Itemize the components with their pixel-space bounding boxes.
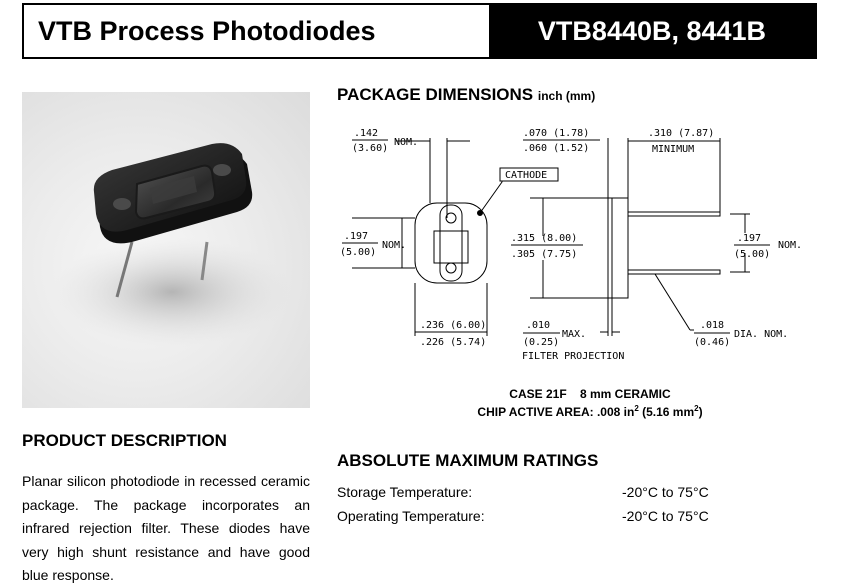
dim-bottom-right-mm: (0.46) (694, 337, 731, 348)
chip-area-inch: CHIP ACTIVE AREA: .008 in (477, 405, 635, 419)
rating-value: -20°C to 75°C (622, 508, 709, 524)
front-view-window (434, 231, 468, 263)
dim-bottom-mid-inch: .010 (526, 320, 551, 331)
dim-left-mm: (5.00) (340, 247, 377, 258)
dim-filter-projection: FILTER PROJECTION (522, 351, 625, 362)
photodiode-photo-illustration (22, 92, 310, 408)
side-view-lead-top (628, 212, 720, 216)
package-dimension-drawing (330, 108, 850, 378)
dim-right-nom: NOM. (778, 240, 803, 251)
chip-area-exp-1: 2 (634, 404, 639, 413)
front-view-slot (440, 205, 462, 281)
product-description-heading: PRODUCT DESCRIPTION (22, 431, 227, 450)
dim-top-mid-min: .060 (1.52) (523, 143, 590, 154)
dim-top-left-mm: (3.60) (352, 143, 389, 154)
dim-mid-max: .315 (8.00) (511, 233, 578, 244)
front-view-hole-bottom (446, 263, 456, 273)
case-material: 8 mm CERAMIC (580, 387, 671, 401)
dim-bottom-mid-mm: (0.25) (523, 337, 560, 348)
front-view-body (415, 203, 487, 283)
dim-top-left-inch: .142 (354, 128, 379, 139)
dim-right-inch: .197 (737, 233, 762, 244)
dim-right-mm: (5.00) (734, 249, 771, 260)
side-view-body (612, 198, 628, 298)
dim-bottom-right-nom: DIA. NOM. (734, 329, 789, 340)
chip-active-area (330, 404, 850, 419)
cathode-label: CATHODE (505, 170, 548, 181)
rating-label: Operating Temperature: (337, 508, 485, 524)
side-view-filter (608, 198, 612, 298)
side-view-lead-bottom (628, 270, 720, 274)
dim-bottom-mid-max: MAX. (562, 329, 587, 340)
product-photo (22, 92, 310, 408)
package-heading-unit: inch (mm) (537, 89, 596, 103)
dim-top-mid-max: .070 (1.78) (523, 128, 590, 139)
case-number: CASE 21F (509, 387, 567, 401)
dim-mid-min: .305 (7.75) (511, 249, 578, 260)
package-dimensions-heading (337, 85, 595, 105)
dim-left-nom: NOM. (382, 240, 407, 251)
header-part-numbers: VTB8440B, 8441B (489, 5, 815, 57)
chip-area-exp-2: 2 (694, 404, 699, 413)
header-title: VTB Process Photodiodes (38, 15, 376, 46)
dim-left-inch: .197 (344, 231, 369, 242)
package-heading-text: PACKAGE DIMENSIONS (337, 85, 534, 104)
rating-label: Storage Temperature: (337, 484, 473, 500)
dim-bottom-left-max: .236 (6.00) (420, 320, 487, 331)
product-description-text: Planar silicon photodiode in recessed ceramic package. The package incorporates an infrared rejection filter. These diodes have very high shunt resistance and have good blue response. (22, 473, 310, 583)
page-header (22, 3, 817, 59)
dim-top-right-value: .310 (7.87) (648, 128, 715, 139)
dim-top-left-nom: NOM. (394, 137, 419, 148)
chip-area-mm: (5.16 mm (638, 405, 695, 419)
dim-bottom-left-min: .226 (5.74) (420, 337, 487, 348)
ratings-heading: ABSOLUTE MAXIMUM RATINGS (337, 451, 599, 470)
rating-value: -20°C to 75°C (622, 484, 709, 500)
dim-top-right-note: MINIMUM (652, 144, 695, 155)
dim-bottom-right-inch: .018 (700, 320, 725, 331)
chip-area-close: ) (698, 405, 703, 419)
case-line (330, 387, 850, 401)
